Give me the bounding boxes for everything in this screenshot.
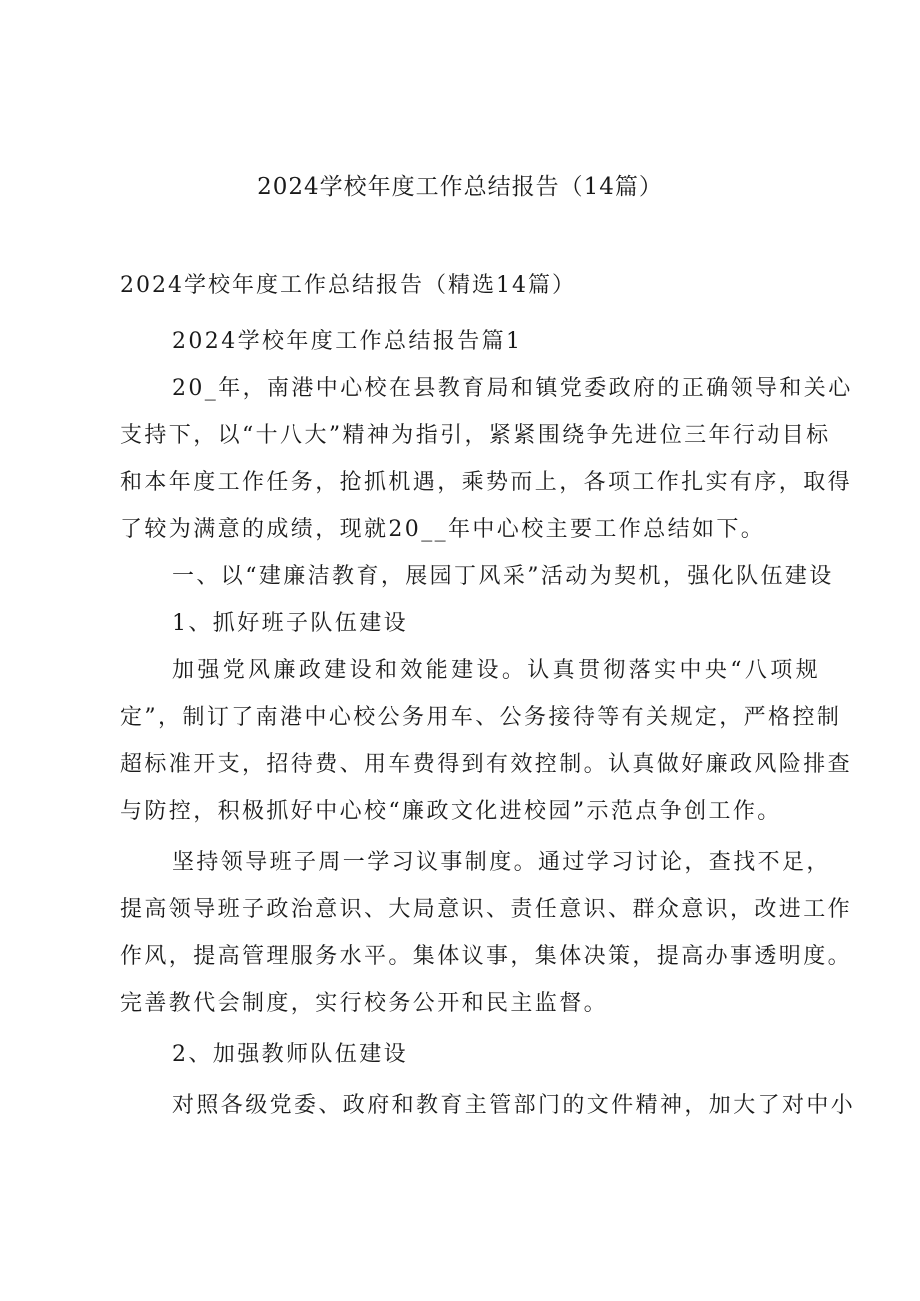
paragraph-line: 作风，提高管理服务水平。集体议事，集体决策，提高办事透明度。 — [120, 944, 853, 969]
paragraph-line: 对照各级党委、政府和教育主管部门的文件精神，加大了对中小 — [172, 1093, 856, 1118]
paragraph-line: 坚持领导班子周一学习议事制度。通过学习讨论，查找不足， — [172, 850, 831, 875]
section-heading: 一、以“建廉洁教育，展园丁风采”活动为契机，强化队伍建设 — [172, 564, 834, 589]
paragraph-line: 加强党风廉政建设和效能建设。认真贯彻落实中央“八项规 — [172, 658, 820, 683]
subsection-heading: 1、抓好班子队伍建设 — [172, 611, 408, 636]
document-subtitle: 2024学校年度工作总结报告（精选14篇） — [120, 273, 576, 298]
paragraph-line: 和本年度工作任务，抢抓机遇，乘势而上，各项工作扎实有序，取得 — [120, 470, 853, 495]
paragraph-line: 定”，制订了南港中心校公务用车、公务接待等有关规定，严格控制 — [120, 705, 842, 730]
paragraph-line: 完善教代会制度，实行校务公开和民主监督。 — [120, 991, 609, 1016]
document-body — [120, 318, 856, 1129]
paragraph-line: 了较为满意的成绩，现就20__年中心校主要工作总结如下。 — [120, 517, 766, 542]
paragraph-line: 20_年，南港中心校在县教育局和镇党委政府的正确领导和关心 — [172, 376, 853, 401]
paragraph-line: 与防控，积极抓好中心校“廉政文化进校园”示范点争创工作。 — [120, 799, 782, 824]
section-heading: 2024学校年度工作总结报告篇1 — [172, 329, 523, 354]
paragraph-line: 超标准开支，招待费、用车费得到有效控制。认真做好廉政风险排查 — [120, 752, 853, 777]
paragraph-line: 提高领导班子政治意识、大局意识、责任意识、群众意识，改进工作 — [120, 897, 853, 922]
subsection-heading: 2、加强教师队伍建设 — [172, 1042, 408, 1067]
document-title: 2024学校年度工作总结报告（14篇） — [257, 174, 663, 200]
paragraph-line: 支持下，以“十八大”精神为指引，紧紧围绕争先进位三年行动目标 — [120, 423, 831, 448]
